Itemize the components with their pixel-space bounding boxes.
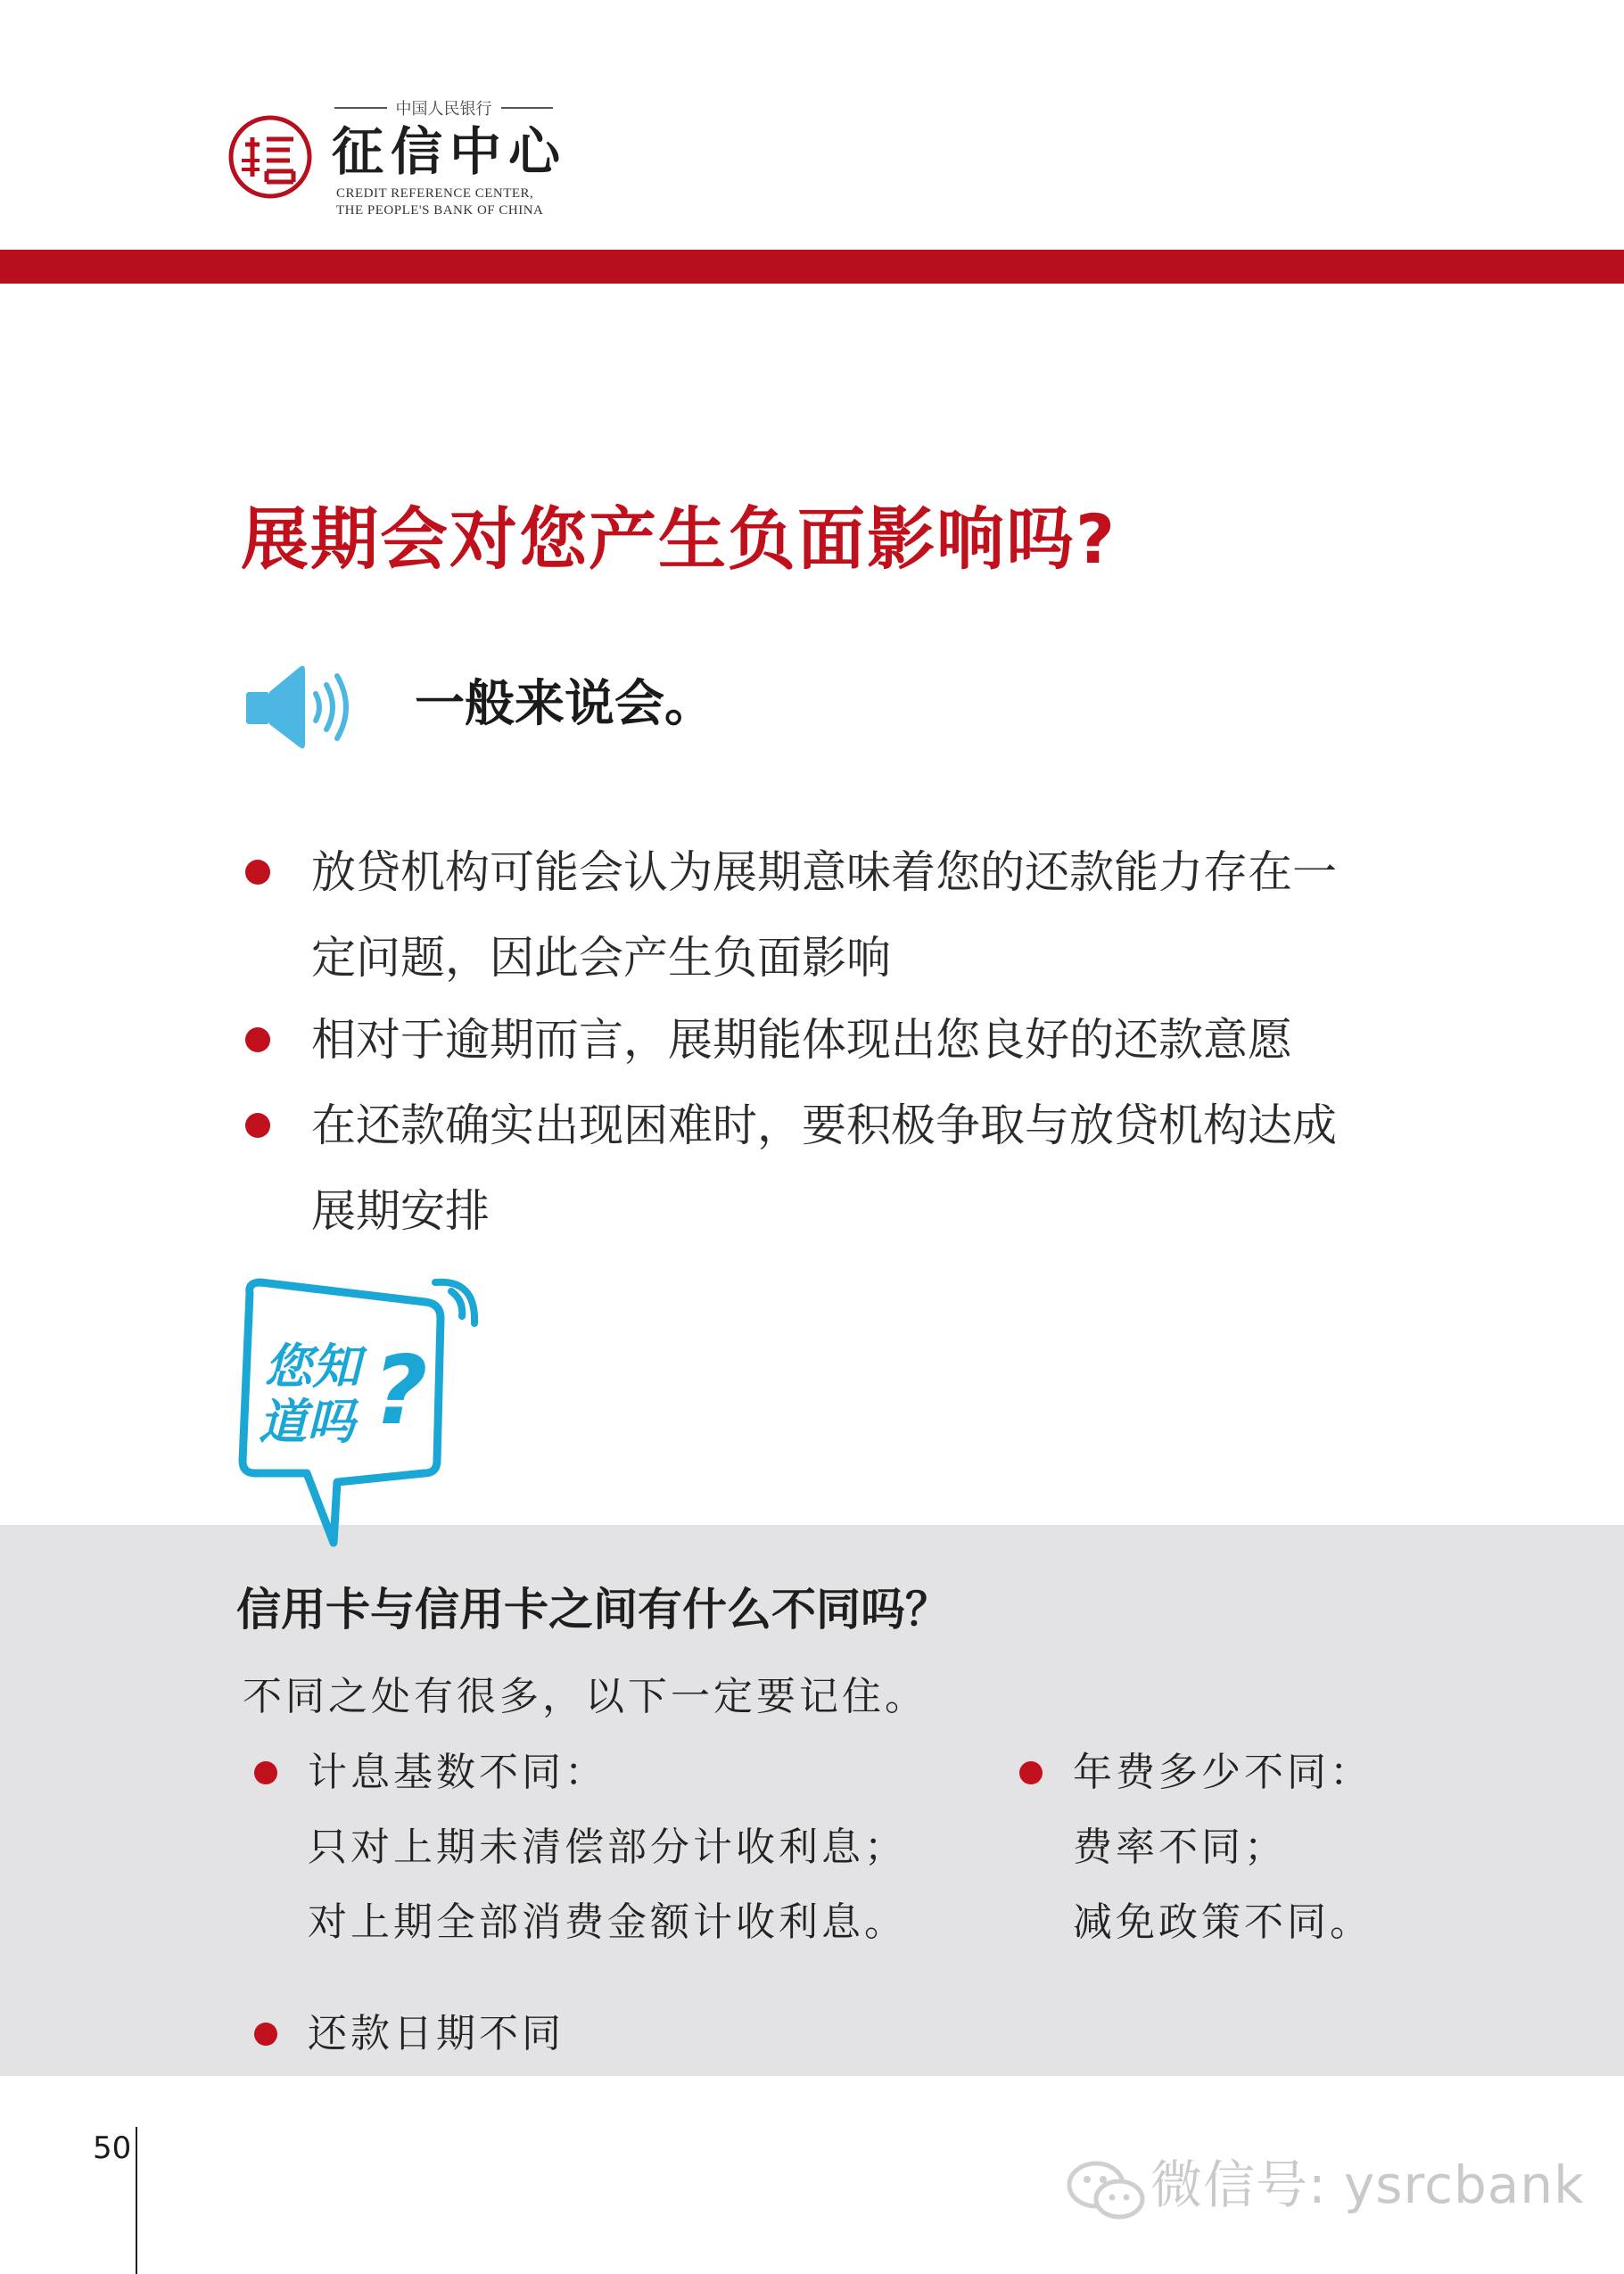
bullet-text: 相对于逾期而言，展期能体现出您良好的还款意愿 (311, 1014, 1292, 1066)
list-item (245, 829, 1360, 1001)
org-en-line-2: THE PEOPLE'S BANK OF CHINA (336, 203, 544, 218)
list-item: 费率不同； (1073, 1825, 1287, 1870)
bullet-text: 在还款确实出现困难时，要积极争取与放贷机构达成展期安排 (311, 1100, 1337, 1237)
wechat-icon (1066, 2158, 1148, 2222)
bullet-dot (254, 1761, 277, 1784)
list-item: 对上期全部消费金额计收利息。 (308, 1899, 907, 1945)
bullet-text: 放贷机构可能会认为展期意味着您的还款能力存在一定问题，因此会产生负面影响 (311, 846, 1337, 984)
bullet-dot (245, 1113, 270, 1138)
logo-seal-icon (227, 114, 313, 200)
bullet-dot (254, 2023, 277, 2046)
answer-text: 一般来说会。 (415, 675, 714, 733)
page-title: 展期会对您产生负面影响吗? (241, 499, 1117, 579)
panel-intro: 不同之处有很多，以下一定要记住。 (243, 1674, 927, 1719)
list-item: 减免政策不同。 (1073, 1899, 1373, 1945)
page-number: 50 (93, 2130, 132, 2166)
list-item: 只对上期未清偿部分计收利息； (308, 1825, 907, 1870)
list-item: 计息基数不同： (308, 1750, 607, 1795)
divider (136, 2127, 137, 2274)
org-en-line-1: CREDIT REFERENCE CENTER, (336, 186, 534, 201)
bullet-dot (1019, 1761, 1043, 1784)
bullet-dot (245, 860, 270, 885)
org-top-line (334, 96, 553, 119)
list-item (245, 997, 1360, 1083)
list-item (245, 1083, 1360, 1254)
divider (334, 107, 387, 109)
org-top-label: 中国人民银行 (395, 100, 492, 119)
list-item: 年费多少不同： (1073, 1750, 1373, 1795)
callout-text-line-1: 您知 (264, 1339, 360, 1395)
callout-text-line-2: 道吗 (259, 1394, 355, 1450)
speaker-icon (241, 658, 353, 756)
watermark-text: 微信号: ysrcbank (1150, 2155, 1585, 2215)
org-name-english (336, 185, 543, 219)
header-red-bar (0, 250, 1624, 284)
panel-title: 信用卡与信用卡之间有什么不同吗？ (236, 1584, 950, 1635)
callout-question-mark: ? (373, 1336, 428, 1446)
divider (501, 107, 554, 109)
bullet-dot (245, 1027, 270, 1052)
org-name: 征信中心 (332, 121, 568, 182)
list-item: 还款日期不同 (308, 2011, 565, 2056)
